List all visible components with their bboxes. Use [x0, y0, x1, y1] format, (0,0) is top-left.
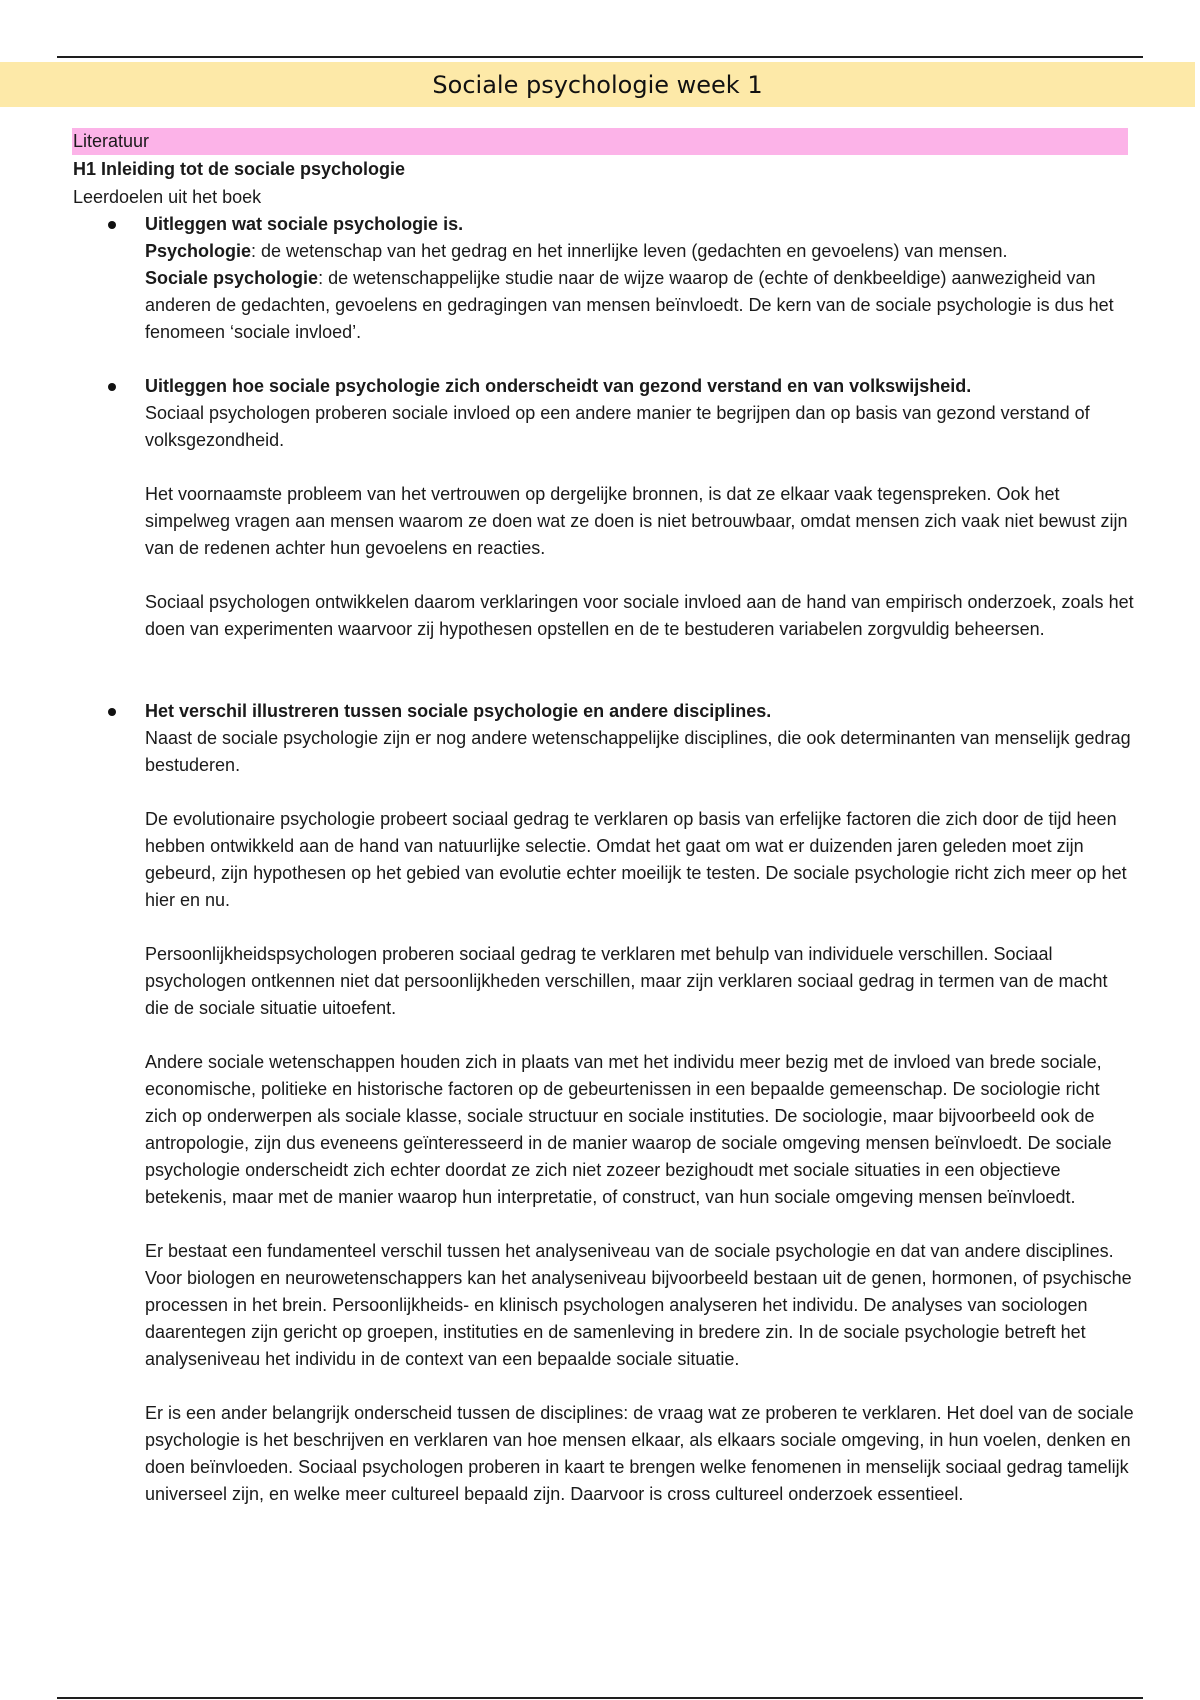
- definition-text: : de wetenschap van het gedrag en het innerlijke leven (gedachten en gevoelens) van mensen.: [251, 241, 1008, 261]
- subheading: Leerdoelen uit het boek: [73, 187, 262, 207]
- paragraph: Persoonlijkheidspsychologen proberen sociaal gedrag te verklaren met behulp van individuele verschillen. Sociaal psychologen ontkennen niet dat persoonlijkheden verschillen, maar zijn verklaren sociaal gedrag in termen van de macht die de sociale situatie uitoefent.: [145, 944, 1108, 1018]
- bottom-rule: [57, 1697, 1143, 1699]
- paragraph: De evolutionaire psychologie probeert sociaal gedrag te verklaren op basis van erfelijke factoren die zich door de tijd heen hebben ontwikkeld aan de hand van natuurlijke selectie. Omdat het gaat om wat er duizenden jaren geleden moet zijn gebeurd, zijn hypothesen op het gebied van evolutie echter moeilijk te testen. De sociale psychologie richt zich meer op het hier en nu.: [145, 809, 1127, 910]
- paragraph: Er is een ander belangrijk onderscheid tussen de disciplines: de vraag wat ze proberen te verklaren. Het doel van de sociale psychologie is het beschrijven en verklaren van hoe mensen elkaar, als elkaars sociale omgeving, in hun voelen, denken en doen beïnvloeden. Sociaal psychologen proberen in kaart te brengen welke fenomenen in menselijk sociaal gedrag tamelijk universeel zijn, en welke meer cultureel bepaald zijn. Daarvoor is cross cultureel onderzoek essentieel.: [145, 1403, 1134, 1504]
- paragraph: Er bestaat een fundamenteel verschil tussen het analyseniveau van de sociale psychologie en dat van andere disciplines. Voor biologen en neurowetenschappers kan het analyseniveau bijvoorbeeld bestaan uit de genen, hormonen, of psychische processen in het brein. Persoonlijkheids- en klinisch psychologen analyseren het individu. De analyses van sociologen daarentegen zijn gericht op groepen, instituties en de samenleving in bredere zin. In de sociale psychologie betreft het analyseniveau het individu in de context van een bepaalde sociale situatie.: [145, 1241, 1132, 1369]
- bullet-icon: [108, 221, 116, 229]
- section-label: Literatuur: [72, 128, 1128, 155]
- definition-psychologie: [145, 238, 1135, 265]
- definition-term: Sociale psychologie: [145, 268, 319, 288]
- top-rule: [57, 56, 1143, 58]
- bullet-heading: Het verschil illustreren tussen sociale psychologie en andere disciplines.: [145, 701, 772, 721]
- definition-term: Psychologie: [145, 241, 252, 261]
- paragraph: Naast de sociale psychologie zijn er nog andere wetenschappelijke disciplines, die ook determinanten van menselijk gedrag bestuderen.: [145, 728, 1131, 775]
- definition-text: : de wetenschappelijke studie naar de wijze waarop de (echte of denkbeeldige) aanwezigheid van anderen de gedachten, gevoelens en gedragingen van mensen beïnvloedt. De kern van de sociale psychologie is dus het fenomeen ‘sociale invloed’.: [145, 268, 1114, 342]
- bullet-icon: [108, 383, 116, 391]
- bullet-heading: Uitleggen wat sociale psychologie is.: [145, 214, 464, 234]
- paragraph: Andere sociale wetenschappen houden zich in plaats van met het individu meer bezig met de invloed van brede sociale, economische, politieke en historische factoren op de gebeurtenissen in een bepaalde gemeenschap. De sociologie richt zich op onderwerpen als sociale klasse, sociale structuur en sociale instituties. De sociologie, maar bijvoorbeeld ook de antropologie, zijn dus eveneens geïnteresseerd in de manier waarop de sociale omgeving mensen beïnvloedt. De sociale psychologie onderscheidt zich echter doordat ze zich niet zozeer bezighoudt met sociale situaties in een objectieve betekenis, maar met de manier waarop hun interpretatie, of construct, van hun sociale omgeving mensen beïnvloedt.: [145, 1052, 1112, 1207]
- paragraph: Het voornaamste probleem van het vertrouwen op dergelijke bronnen, is dat ze elkaar vaak tegenspreken. Ook het simpelweg vragen aan mensen waarom ze doen wat ze doen is niet betrouwbaar, omdat mensen zich vaak niet bewust zijn van de redenen achter hun gevoelens en reacties.: [145, 484, 1128, 558]
- definition-sociale-psychologie: [145, 265, 1135, 346]
- bullet-item-2: [145, 373, 1135, 643]
- page-title: Sociale psychologie week 1: [432, 70, 763, 99]
- bullet-item-1: [145, 211, 1135, 346]
- paragraph: Sociaal psychologen proberen sociale invloed op een andere manier te begrijpen dan op basis van gezond verstand of volksgezondheid.: [145, 403, 1090, 450]
- chapter-title: H1 Inleiding tot de sociale psychologie: [73, 159, 406, 179]
- paragraph: Sociaal psychologen ontwikkelen daarom verklaringen voor sociale invloed aan de hand van empirisch onderzoek, zoals het doen van experimenten waarvoor zij hypothesen opstellen en de te bestuderen variabelen zorgvuldig beheersen.: [145, 592, 1134, 639]
- title-banner: [0, 62, 1195, 107]
- bullet-icon: [108, 708, 116, 716]
- bullet-item-3: [145, 698, 1135, 1508]
- bullet-heading: Uitleggen hoe sociale psychologie zich onderscheidt van gezond verstand en van volkswijsheid.: [145, 376, 972, 396]
